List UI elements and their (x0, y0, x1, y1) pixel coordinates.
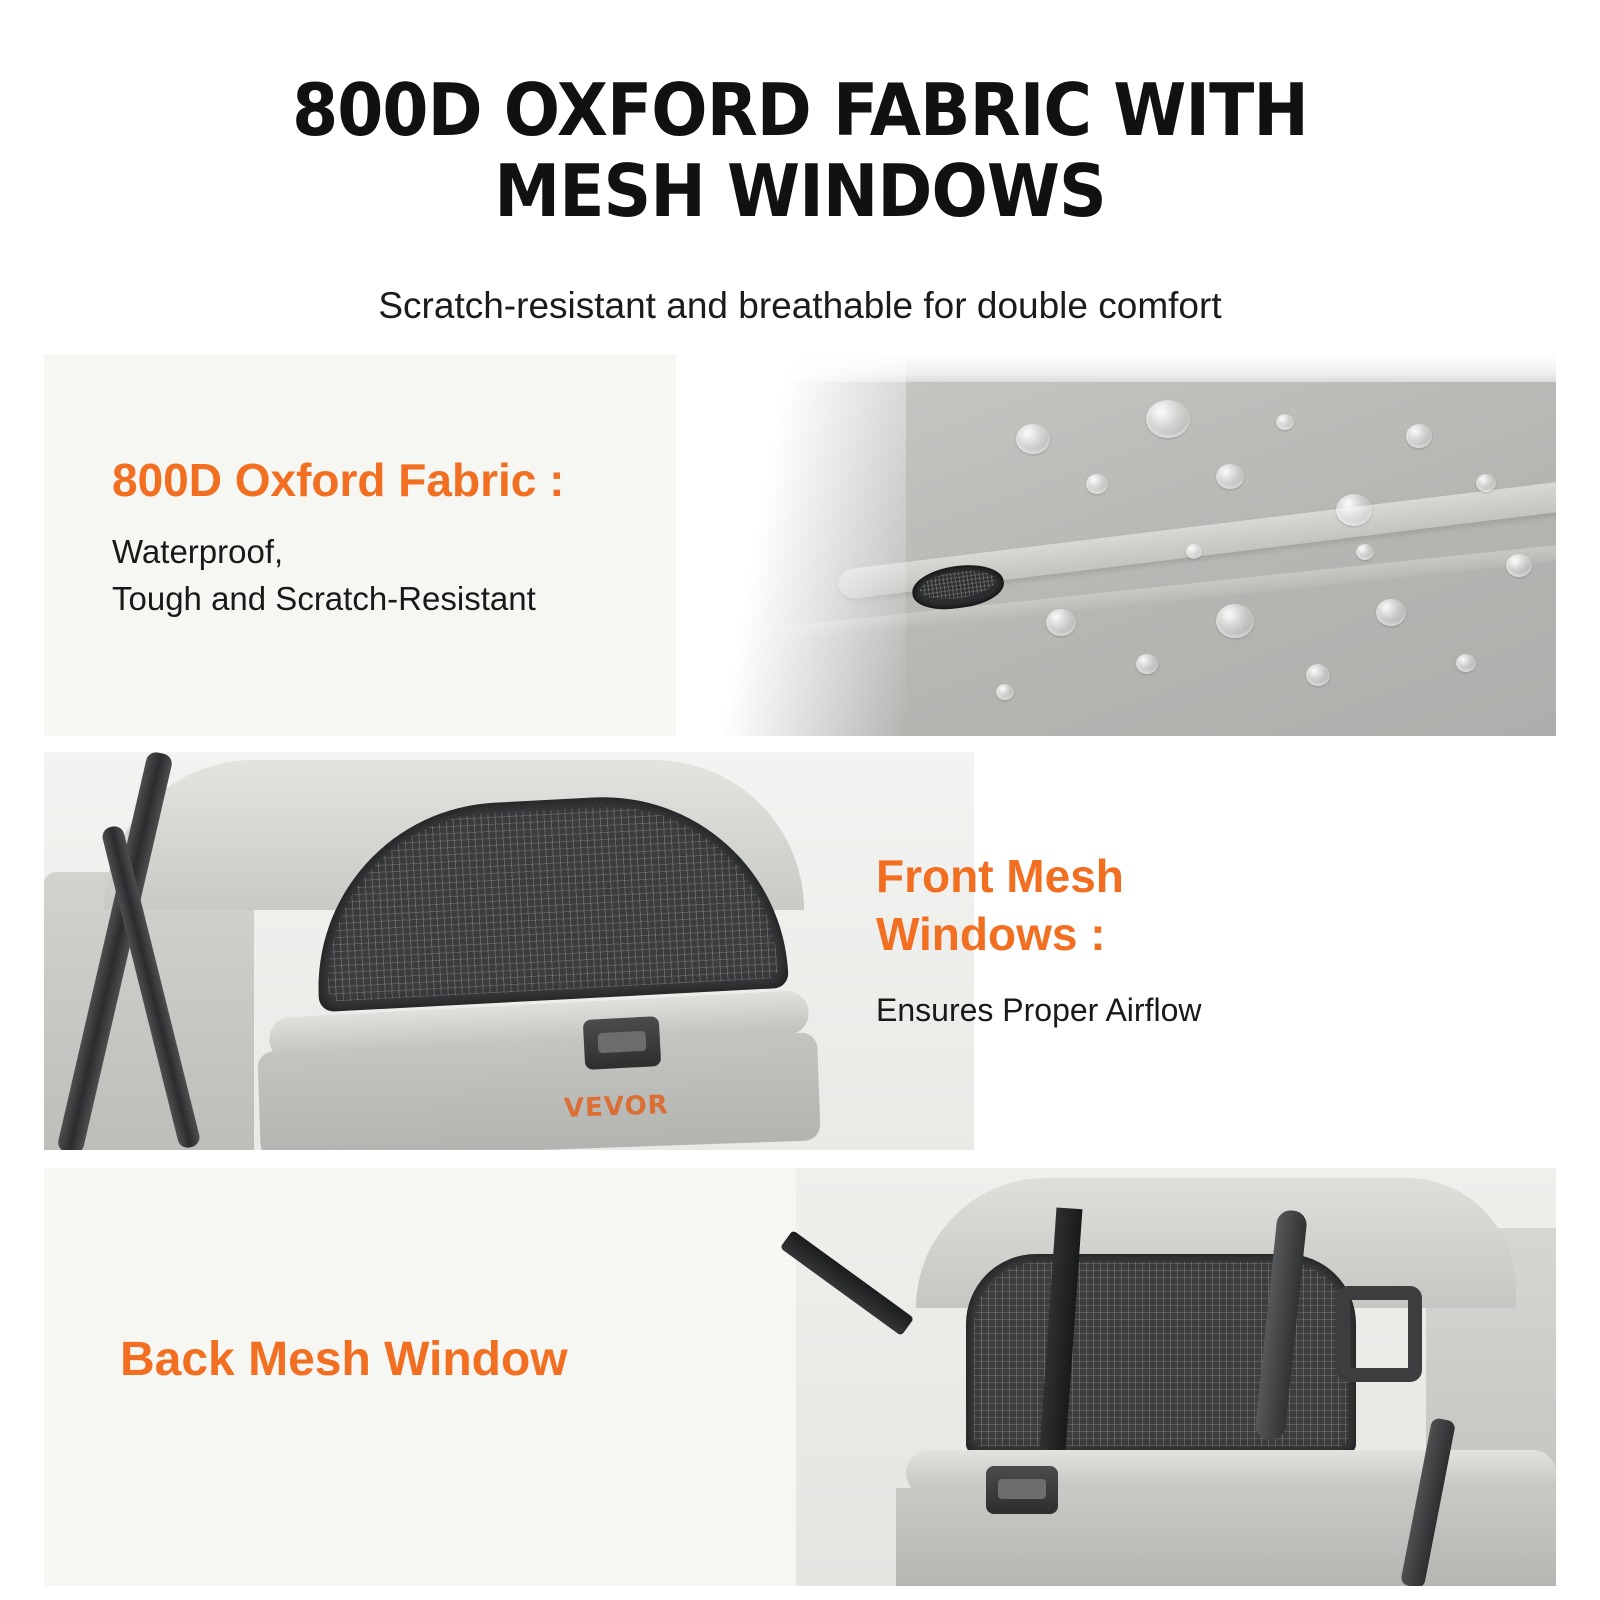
water-droplet-icon (1306, 664, 1330, 686)
page-title-line-2: MESH WINDOWS (494, 148, 1106, 233)
water-droplet-icon (1216, 604, 1254, 638)
fabric-feature-body-line-1: Waterproof, (112, 532, 284, 570)
water-droplet-icon (1336, 494, 1372, 526)
water-droplet-icon (996, 684, 1014, 700)
page-subtitle: Scratch-resistant and breathable for double comfort (378, 285, 1222, 326)
page-title-line-1: 800D OXFORD FABRIC WITH (292, 68, 1308, 152)
cup-holder-icon (1336, 1286, 1422, 1382)
stroller-latch-icon (986, 1466, 1058, 1514)
page-title (64, 70, 1536, 231)
stroller-body (257, 1032, 820, 1150)
front-mesh-text-block (876, 848, 1436, 1033)
water-droplet-icon (1456, 654, 1476, 672)
front-mesh-title-line-1: Front Mesh (876, 850, 1124, 902)
front-mesh-title-line-2: Windows : (876, 907, 1106, 960)
feature-panel-front-mesh (44, 752, 1556, 1150)
back-mesh-feature-title: Back Mesh Window (120, 1333, 568, 1386)
water-droplet-icon (1186, 544, 1202, 559)
water-droplet-icon (1136, 654, 1158, 674)
back-mesh-text-block (120, 1330, 760, 1390)
stroller-strap-diagonal (780, 1230, 914, 1336)
brand-logo: VEVOR (563, 1090, 670, 1124)
water-droplet-icon (1216, 464, 1244, 489)
feature-panel-back-mesh (44, 1168, 1556, 1586)
water-droplet-icon (1146, 400, 1190, 438)
water-droplet-icon (1016, 424, 1050, 454)
stroller-latch-icon (583, 1016, 662, 1070)
fabric-text-block (112, 452, 812, 623)
water-droplet-icon (1356, 544, 1374, 560)
fabric-feature-body (112, 528, 812, 624)
water-droplet-icon (1376, 599, 1406, 626)
back-mesh-photo (796, 1168, 1556, 1586)
water-droplet-icon (1276, 414, 1294, 430)
front-mesh-photo (44, 752, 974, 1150)
water-droplet-icon (1476, 474, 1496, 492)
fabric-photo (716, 354, 1556, 736)
front-mesh-feature-body: Ensures Proper Airflow (876, 992, 1202, 1028)
front-mesh-feature-title (876, 848, 1436, 963)
fabric-feature-title: 800D Oxford Fabric : (112, 454, 565, 506)
water-droplet-icon (1046, 609, 1076, 636)
feature-panel-fabric (44, 354, 1556, 736)
fabric-feature-body-line-2: Tough and Scratch-Resistant (112, 580, 536, 618)
water-droplet-icon (1406, 424, 1432, 448)
water-droplet-icon (1506, 554, 1532, 577)
water-droplet-icon (1086, 474, 1108, 494)
